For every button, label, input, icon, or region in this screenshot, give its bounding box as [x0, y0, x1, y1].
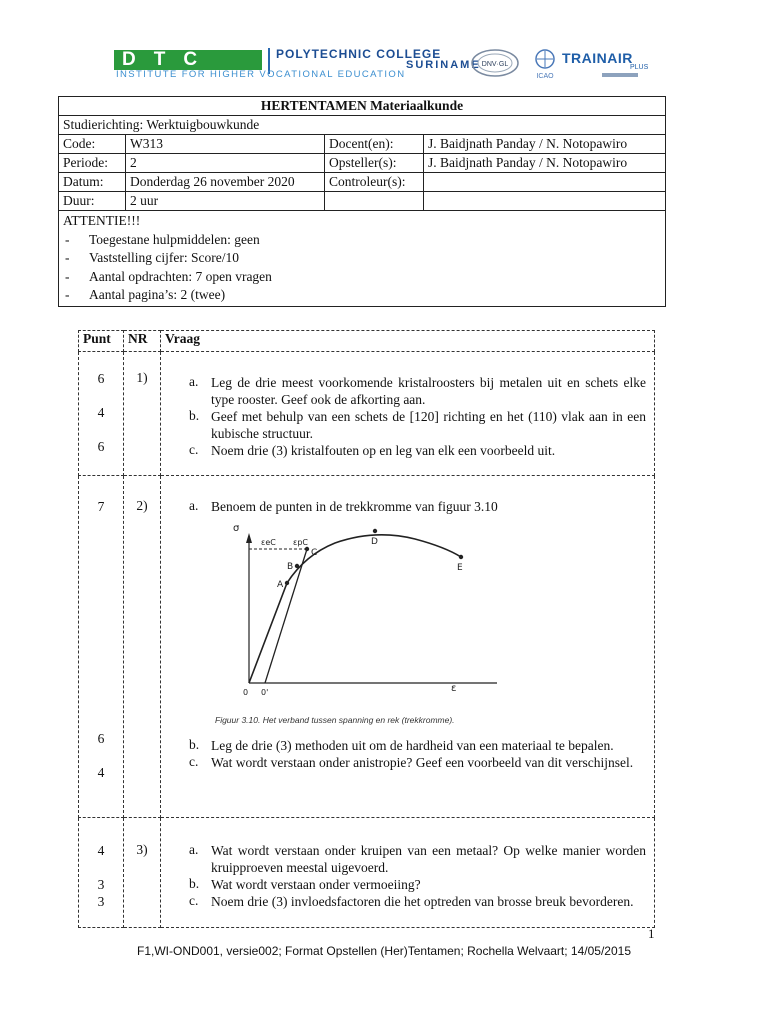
- points-cell: [79, 476, 124, 818]
- dnv-gl-text: DNV·GL: [481, 61, 509, 68]
- question-part: [185, 442, 646, 459]
- points-value: 6: [97, 439, 105, 454]
- part-letter: c.: [189, 893, 199, 908]
- point-a-label: A: [277, 580, 284, 590]
- point-b-label: B: [287, 562, 294, 572]
- studierichting: Studierichting: Werktuigbouwkunde: [59, 116, 666, 135]
- attention-item: - Vaststelling cijfer: Score/10: [63, 249, 661, 268]
- points-value: 4: [97, 405, 105, 420]
- part-letter: c.: [189, 442, 199, 457]
- point-b-marker: [295, 564, 299, 568]
- question-body: [161, 476, 655, 818]
- question-part: [185, 893, 646, 910]
- trainair-sub-bar: [602, 73, 638, 77]
- logo-bar: [110, 44, 670, 84]
- question-part: [185, 374, 646, 408]
- label-duur: Duur:: [59, 192, 126, 211]
- question-part: [185, 737, 646, 754]
- questions-table: [78, 330, 655, 928]
- trainair-text: TRAINAIR: [562, 50, 633, 66]
- attention-item-text: Vaststelling cijfer: Score/10: [89, 250, 239, 265]
- question-part: [185, 754, 646, 771]
- point-d-label: D: [371, 537, 378, 547]
- label-controleur: Controleur(s):: [325, 173, 424, 192]
- attention-block: [59, 211, 666, 307]
- header-row-duur: [59, 192, 666, 211]
- label-code: Code:: [59, 135, 126, 154]
- part-text: Wat wordt verstaan onder vermoeiing?: [211, 877, 421, 892]
- value-docent: J. Baidjnath Panday / N. Notopawiro: [424, 135, 666, 154]
- icao-text: ICAO: [536, 73, 554, 80]
- header-row-code: [59, 135, 666, 154]
- exam-title: HERTENTAMEN Materiaalkunde: [59, 97, 666, 116]
- epc-label: εpC: [293, 538, 308, 547]
- attention-heading: ATTENTIE!!!: [63, 213, 141, 228]
- value-datum: Donderdag 26 november 2020: [126, 173, 325, 192]
- stress-strain-figure: [215, 523, 511, 729]
- figure-caption: Figuur 3.10. Het verband tussen spanning en rek (trekkromme).: [215, 715, 455, 725]
- origin-prime-label: 0': [261, 688, 269, 697]
- exam-header-table: [58, 96, 666, 307]
- attention-item-text: Aantal opdrachten: 7 open vragen: [89, 268, 272, 284]
- part-letter: a.: [189, 842, 199, 857]
- question-part: [185, 876, 646, 893]
- points-value: 4: [97, 765, 105, 780]
- question-row-2: [79, 476, 655, 818]
- question-part: [185, 408, 646, 442]
- points-value: 6: [97, 731, 105, 746]
- question-row-3: [79, 818, 655, 928]
- point-d-marker: [373, 529, 377, 533]
- icao-logo: [528, 48, 562, 80]
- attention-item-text: Aantal pagina’s: 2 (twee): [89, 287, 226, 302]
- page-number: 1: [648, 926, 655, 941]
- points-value: 4: [97, 843, 105, 858]
- unloading-line: [265, 549, 307, 683]
- empty-cell: [424, 192, 666, 211]
- question-part: [185, 842, 646, 876]
- part-text: Wat wordt verstaan onder anistropie? Geef een voorbeeld van dit verschijnsel.: [211, 755, 634, 770]
- point-e-marker: [459, 555, 463, 559]
- part-letter: b.: [189, 408, 200, 423]
- part-text: Leg de drie (3) methoden uit om de hardheid van een materiaal te bepalen.: [211, 738, 614, 753]
- part-text: Noem drie (3) invloedsfactoren die het optreden van brosse breuk bevorderen.: [211, 894, 634, 909]
- points-value: 3: [97, 894, 105, 909]
- value-opsteller: J. Baidjnath Panday / N. Notopawiro: [424, 154, 666, 173]
- question-body: [161, 818, 655, 928]
- part-letter: a.: [189, 498, 199, 513]
- point-c-marker: [305, 547, 309, 551]
- part-text: Leg de drie meest voorkomende kristalroosters bij metalen uit en schets elke type rooster. Geef ook de afkorting aan.: [211, 375, 646, 407]
- label-periode: Periode:: [59, 154, 126, 173]
- part-text: Benoem de punten in de trekkromme van figuur 3.10: [211, 499, 498, 514]
- institute-text: INSTITUTE FOR HIGHER VOCATIONAL EDUCATION: [116, 69, 406, 80]
- part-letter: b.: [189, 876, 200, 891]
- point-c-label: C: [311, 548, 318, 558]
- value-controleur: [424, 173, 666, 192]
- attention-item-text: Toegestane hulpmiddelen: geen: [89, 231, 260, 247]
- part-text: Geef met behulp van een schets de [120] richting en het (110) vlak aan in een kubische structuur.: [211, 409, 646, 441]
- question-number: 2): [124, 476, 161, 818]
- question-part: [185, 498, 646, 515]
- attention-item: - Aantal pagina’s: 2 (twee): [63, 286, 661, 305]
- label-docent: Docent(en):: [325, 135, 424, 154]
- points-cell: [79, 818, 124, 928]
- question-body: [161, 352, 655, 476]
- point-a-marker: [285, 581, 289, 585]
- points-value: 7: [97, 499, 105, 514]
- part-letter: b.: [189, 737, 200, 752]
- col-punt: Punt: [79, 331, 124, 352]
- dtc-logo: [114, 50, 262, 70]
- eec-label: εeC: [261, 538, 276, 547]
- y-axis-arrow: [246, 533, 252, 543]
- points-cell: [79, 352, 124, 476]
- y-axis-label: σ: [233, 523, 240, 534]
- label-opsteller: Opsteller(s):: [325, 154, 424, 173]
- col-nr: NR: [124, 331, 161, 352]
- dtc-logo-text: DTC: [122, 49, 216, 70]
- question-number: 3): [124, 818, 161, 928]
- attention-item: - Toegestane hulpmiddelen: geen: [63, 231, 661, 250]
- value-duur: 2 uur: [126, 192, 325, 211]
- header-row-periode: [59, 154, 666, 173]
- part-letter: c.: [189, 754, 199, 769]
- dnv-gl-logo: [470, 48, 520, 78]
- part-letter: a.: [189, 374, 199, 389]
- trainair-plus-text: PLUS: [630, 64, 649, 71]
- part-text: Wat wordt verstaan onder kruipen van een metaal? Op welke manier worden kruipproeven meestal uigevoerd.: [211, 843, 646, 875]
- polytechnic-college-text: POLYTECHNIC COLLEGE: [276, 47, 442, 61]
- attention-item: - Aantal opdrachten: 7 open vragen: [63, 268, 661, 287]
- stress-strain-curve: [249, 535, 461, 683]
- footer-text: F1,WI-OND001, versie002; Format Opstellen (Her)Tentamen; Rochella Welvaart; 14/05/2015: [137, 944, 631, 958]
- suriname-text: SURINAME: [406, 59, 481, 71]
- col-vraag: Vraag: [161, 331, 655, 352]
- question-row-1: [79, 352, 655, 476]
- points-value: 3: [97, 877, 105, 892]
- point-e-label: E: [457, 563, 463, 573]
- label-datum: Datum:: [59, 173, 126, 192]
- points-value: 6: [97, 371, 105, 386]
- question-number: 1): [124, 352, 161, 476]
- value-periode: 2: [126, 154, 325, 173]
- questions-header-row: [79, 331, 655, 352]
- x-axis-label: ε: [451, 683, 457, 694]
- header-row-datum: [59, 173, 666, 192]
- empty-cell: [325, 192, 424, 211]
- value-code: W313: [126, 135, 325, 154]
- origin-label: 0: [243, 688, 249, 697]
- part-text: Noem drie (3) kristalfouten op en leg van elk een voorbeeld uit.: [211, 443, 556, 458]
